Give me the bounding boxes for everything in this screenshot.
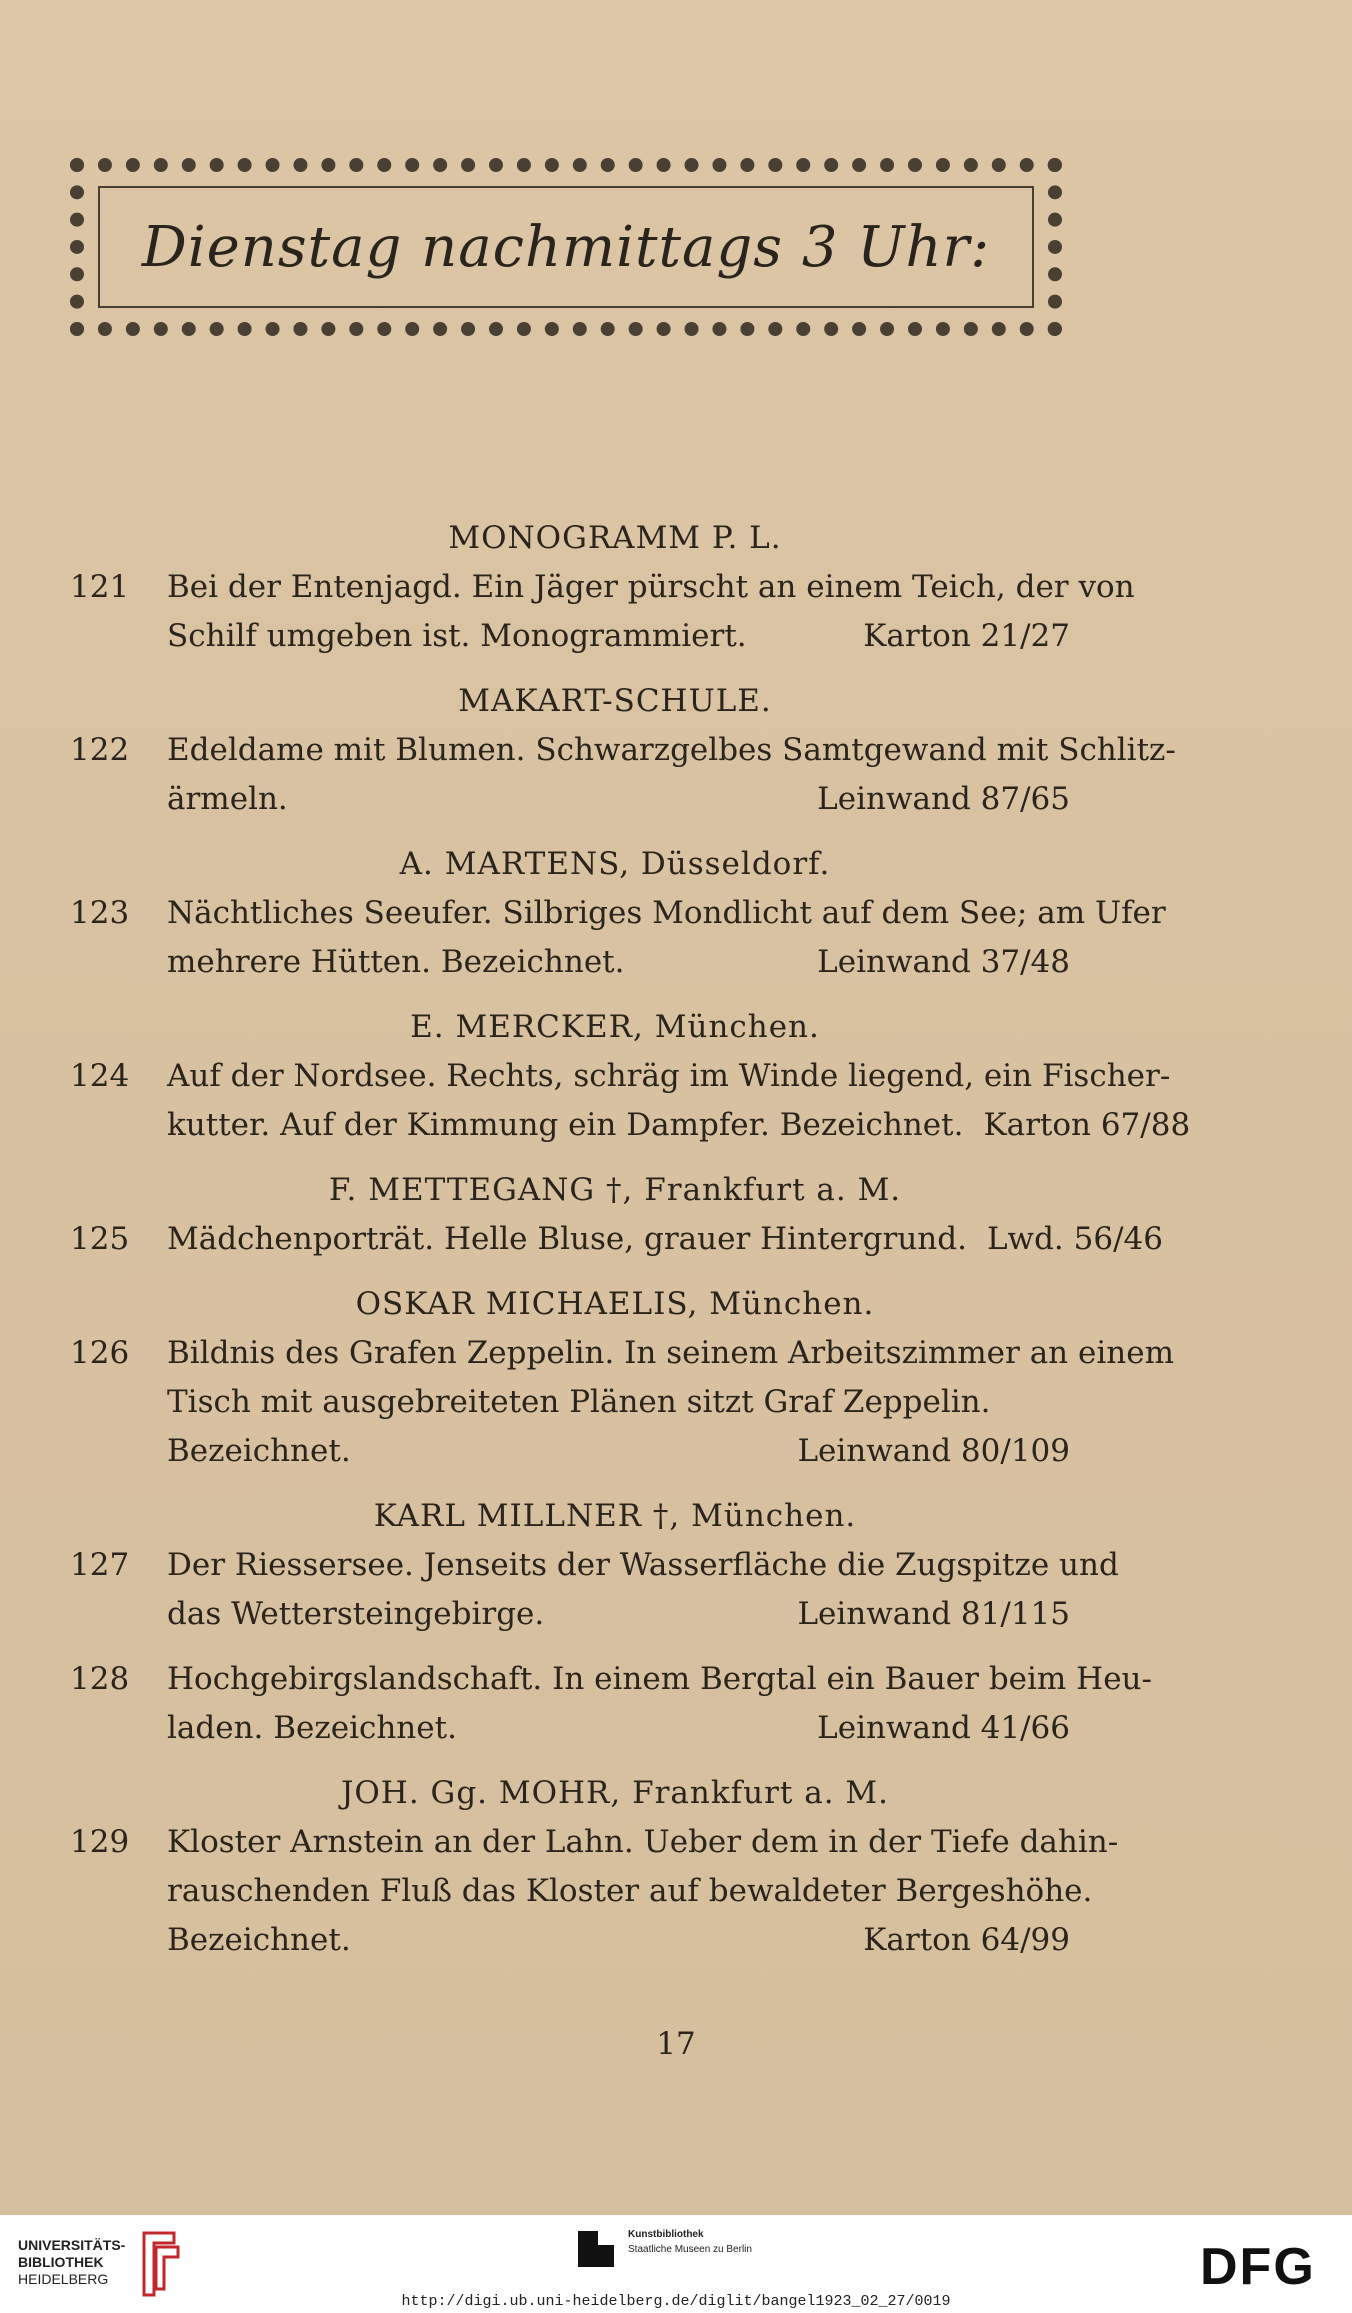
header-inner-frame (98, 186, 1034, 308)
artist-heading: JOH. Gg. MOHR, Frankfurt a. M. (340, 1775, 890, 1811)
entry-text: Bezeichnet. (167, 1433, 351, 1469)
entry-description-line (167, 895, 1166, 931)
ub-heidelberg-label (18, 2237, 125, 2288)
page-number: 17 (656, 2026, 696, 2062)
artist-heading: MAKART-SCHULE. (458, 683, 772, 719)
artist-heading: E. MERCKER, München. (410, 1009, 820, 1045)
entry-description-line (167, 944, 1070, 980)
session-heading: Dienstag nachmittags 3 Uhr: (141, 214, 991, 280)
entry-text: Edeldame mit Blumen. Schwarzgelbes Samtgewand mit Schlitz- (167, 732, 1176, 768)
entry-medium-size: Leinwand 80/109 (797, 1433, 1070, 1469)
entry-text: mehrere Hütten. Bezeichnet. (167, 944, 625, 980)
entry-text: das Wettersteingebirge. (167, 1596, 545, 1632)
entry-text: rauschenden Fluß das Kloster auf bewaldeter Bergeshöhe. (167, 1873, 1093, 1909)
entry-description-line (167, 1107, 1191, 1143)
entry-text: Bezeichnet. (167, 1922, 351, 1958)
entry-number: 126 (70, 1335, 130, 1371)
entry-description-line (167, 1922, 1070, 1958)
entry-description-line (167, 1824, 1119, 1860)
kunstbibliothek-logo-icon (576, 2229, 616, 2269)
entry-description-line (167, 1547, 1119, 1583)
entry-description-line (167, 1058, 1171, 1094)
entry-medium-size: Karton 64/99 (863, 1922, 1070, 1958)
entry-text: ärmeln. (167, 781, 288, 817)
ub-heidelberg-logo-icon (134, 2229, 184, 2299)
entry-description-line (167, 1661, 1152, 1697)
artist-heading: OSKAR MICHAELIS, München. (355, 1286, 875, 1322)
entry-text: Tisch mit ausgebreiteten Plänen sitzt Graf Zeppelin. (167, 1384, 991, 1420)
kunstbibliothek-label (628, 2227, 752, 2257)
ub-line-2: BIBLIOTHEK (18, 2254, 104, 2270)
entry-description-line (167, 781, 1070, 817)
entry-description-line (167, 1710, 1070, 1746)
entry-number: 122 (70, 732, 130, 768)
entry-text: Auf der Nordsee. Rechts, schräg im Winde liegend, ein Fischer- (167, 1058, 1171, 1094)
artist-heading: A. MARTENS, Düsseldorf. (399, 846, 831, 882)
entry-description-line (167, 1433, 1070, 1469)
entry-number: 128 (70, 1661, 130, 1697)
entry-text: Der Riessersee. Jenseits der Wasserfläche die Zugspitze und (167, 1547, 1119, 1583)
entry-text: Nächtliches Seeufer. Silbriges Mondlicht auf dem See; am Ufer (167, 895, 1166, 931)
entry-number: 125 (70, 1221, 130, 1257)
permalink-url[interactable]: http://digi.ub.uni-heidelberg.de/diglit/bangel1923_02_27/0019 (401, 2293, 951, 2310)
entry-text: Hochgebirgslandschaft. In einem Bergtal ein Bauer beim Heu- (167, 1661, 1152, 1697)
ub-line-3: HEIDELBERG (18, 2271, 109, 2287)
entry-text: Kloster Arnstein an der Lahn. Ueber dem in der Tiefe dahin- (167, 1824, 1119, 1860)
artist-heading: F. METTEGANG †, Frankfurt a. M. (328, 1172, 902, 1208)
entry-description-line (167, 1596, 1070, 1632)
artist-heading: MONOGRAMM P. L. (448, 520, 782, 556)
ub-line-1: UNIVERSITÄTS- (18, 2237, 126, 2253)
entry-description-line (167, 1384, 1070, 1420)
entry-medium-size: Leinwand 37/48 (817, 944, 1070, 980)
entry-description-line (167, 1221, 1163, 1257)
entry-number: 123 (70, 895, 130, 931)
artist-heading: KARL MILLNER †, München. (373, 1498, 857, 1534)
entry-description-line (167, 569, 1135, 605)
entry-medium-size: Lwd. 56/46 (986, 1221, 1163, 1257)
entry-medium-size: Leinwand 41/66 (817, 1710, 1070, 1746)
kunst-line-1: Kunstbibliothek (628, 2229, 704, 2240)
entry-text: laden. Bezeichnet. (167, 1710, 457, 1746)
entry-description-line (167, 732, 1176, 768)
entry-number: 127 (70, 1547, 130, 1583)
entry-medium-size: Karton 21/27 (863, 618, 1070, 654)
footer-bar (0, 2215, 1352, 2313)
entry-description-line (167, 1873, 1093, 1909)
entry-number: 121 (70, 569, 130, 605)
entry-text: Schilf umgeben ist. Monogrammiert. (167, 618, 747, 654)
entry-text: kutter. Auf der Kimmung ein Dampfer. Bezeichnet. (167, 1107, 964, 1143)
header-frame (70, 158, 1062, 336)
entry-medium-size: Karton 67/88 (983, 1107, 1191, 1143)
entry-text: Bildnis des Grafen Zeppelin. In seinem Arbeitszimmer an einem (167, 1335, 1174, 1371)
kunst-line-2: Staatliche Museen zu Berlin (628, 2244, 752, 2255)
entry-medium-size: Leinwand 81/115 (797, 1596, 1070, 1632)
entry-medium-size: Leinwand 87/65 (817, 781, 1070, 817)
entry-text: Bei der Entenjagd. Ein Jäger pürscht an einem Teich, der von (167, 569, 1135, 605)
entry-text: Mädchenporträt. Helle Bluse, grauer Hintergrund. (167, 1221, 967, 1257)
entry-description-line (167, 618, 1070, 654)
entry-number: 129 (70, 1824, 130, 1860)
entry-description-line (167, 1335, 1174, 1371)
entry-number: 124 (70, 1058, 130, 1094)
dfg-logo: DFG (1200, 2238, 1316, 2296)
